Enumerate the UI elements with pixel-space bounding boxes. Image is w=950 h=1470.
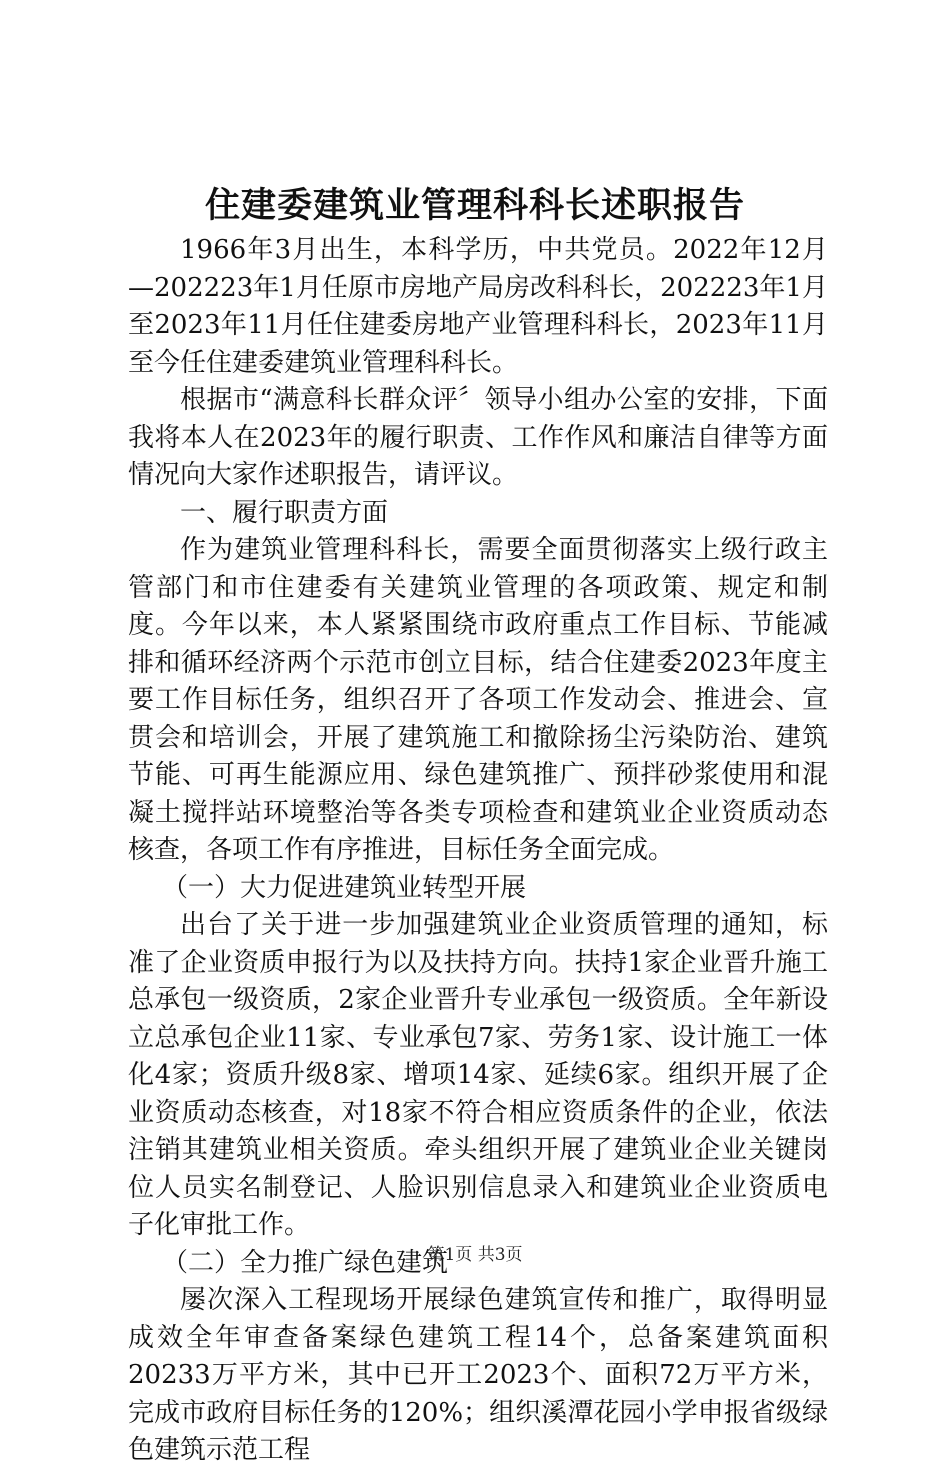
paragraph-intro: 1966年3月出生，本科学历，中共党员。2022年12月—202223年1月任原市房地产局房改科科长，202223年1月至2023年11月任住建委房地产业管理科科长，2023年11月至今任住建委建筑业管理科科长。 [128, 235, 828, 378]
page-footer: 第1页 共3页 [427, 1245, 523, 1265]
paragraph-green-building: 屡次深入工程现场开展绿色建筑宣传和推广，取得明显成效全年审查备案绿色建筑工程14个，总备案建筑面积20233万平方米，其中已开工2023个、面积72万平方米，完成市政府目标任务的120%；组织溪潭花园小学申报省级绿色建筑示范工程 [128, 1285, 828, 1465]
section-heading-duties: 一、履行职责方面 [180, 497, 389, 528]
sub-heading-green-building: （二）全力推广绿色建筑 [162, 1247, 449, 1278]
paragraph-duties: 作为建筑业管理科科长，需要全面贯彻落实上级行政主管部门和市住建委有关建筑业管理的各项政策、规定和制度。今年以来，本人紧紧围绕市政府重点工作目标、节能减排和循环经济两个示范市创立目标，结合住建委2023年度主要工作目标任务，组织召开了各项工作发动会、推进会、宣贯会和培训会，开展了建筑施工和撤除扬尘污染防治、建筑节能、可再生能源应用、绿色建筑推广、预拌砂浆使用和混凝土搅拌站环境整治等各类专项检查和建筑业企业资质动态核查，各项工作有序推进，目标任务全面完成。 [128, 535, 828, 865]
sub-heading-transformation: （一）大力促进建筑业转型开展 [162, 872, 527, 903]
paragraph-transformation: 出台了关于进一步加强建筑业企业资质管理的通知，标准了企业资质申报行为以及扶持方向。扶持1家企业晋升施工总承包一级资质，2家企业晋升专业承包一级资质。全年新设立总承包企业11家、专业承包7家、劳务1家、设计施工一体化4家；资质升级8家、增项14家、延续6家。组织开展了企业资质动态核查，对18家不符合相应资质条件的企业，依法注销其建筑业相关资质。牵头组织开展了建筑业企业关键岗位人员实名制登记、人脸识别信息录入和建筑业企业资质电子化审批工作。 [128, 910, 828, 1240]
document-body [128, 232, 828, 1470]
document-title: 住建委建筑业管理科科长述职报告 [204, 185, 745, 226]
paragraph-preface: 根据市“满意科长群众评〞领导小组办公室的安排，下面我将本人在2023年的履行职责、工作作风和廉洁自律等方面情况向大家作述职报告，请评议。 [128, 385, 828, 490]
